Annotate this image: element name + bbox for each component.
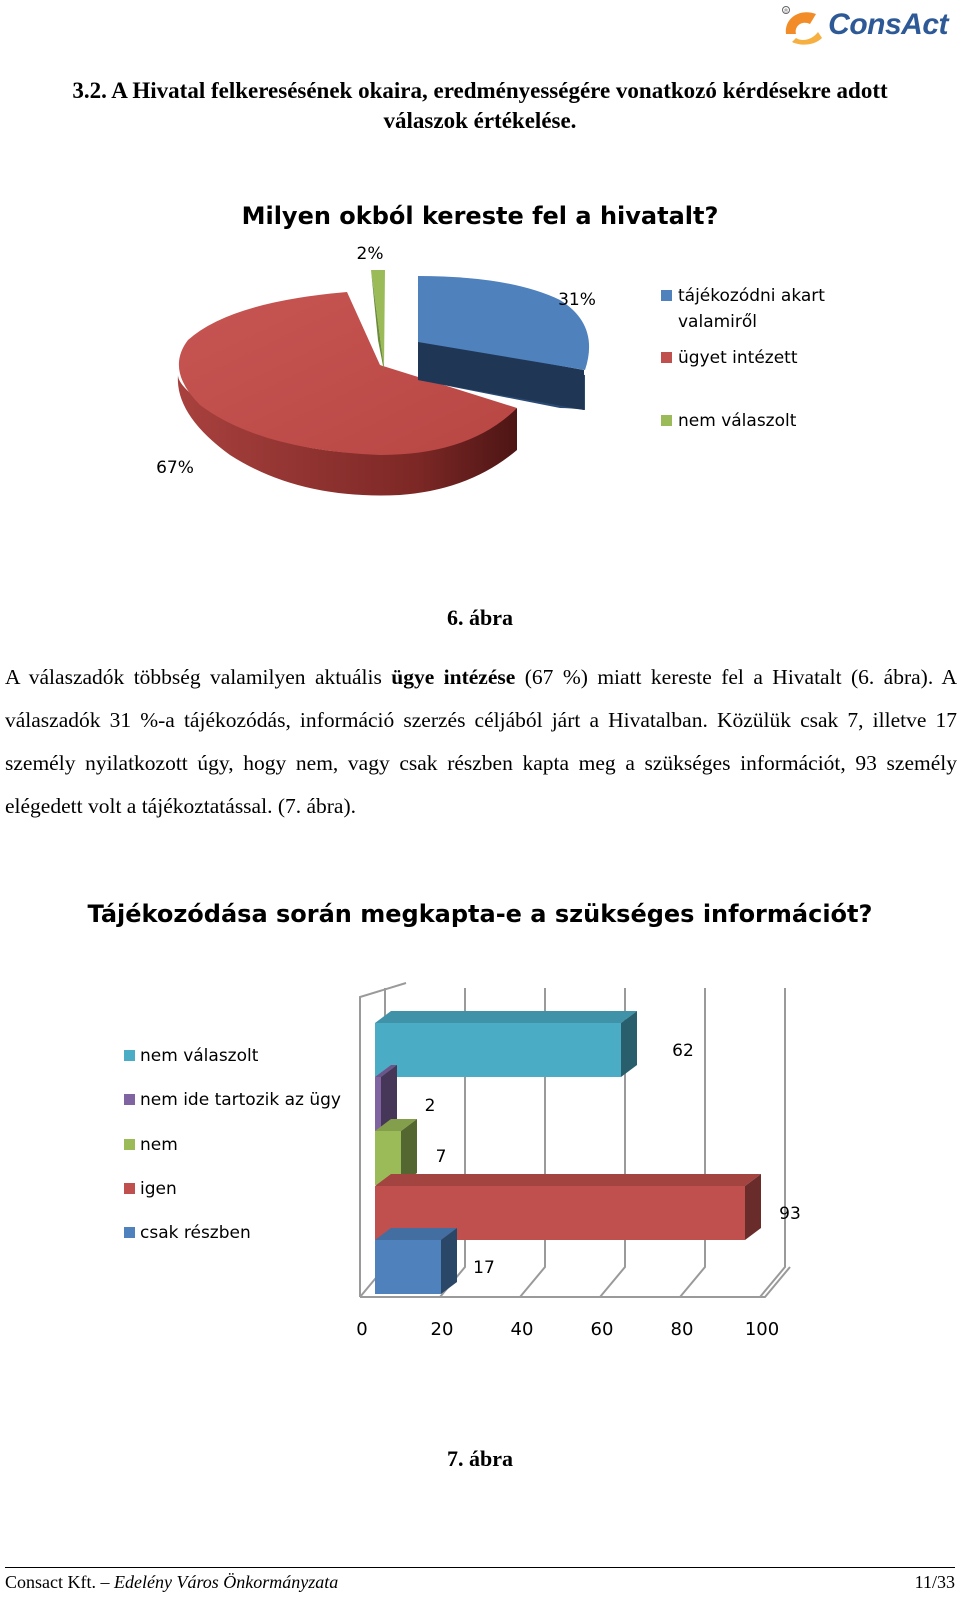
legend-swatch-nem-ide-tartozik-az-ugy (124, 1094, 135, 1105)
legend-label-nem-valaszolt: nem válaszolt (678, 411, 797, 431)
footer-client: Edelény Város Önkormányzata (113, 1572, 339, 1592)
legend-swatch-igen (124, 1183, 135, 1194)
bar-value-label-nem: 7 (435, 1147, 447, 1167)
bar-top-igen (375, 1174, 761, 1186)
pie-label-tajekozodni: 31% (558, 290, 596, 310)
bar-chart (0, 950, 960, 1400)
legend-label-csak-reszben: csak részben (140, 1223, 251, 1243)
x-tick-label-100: 100 (744, 1319, 780, 1340)
body-paragraph (5, 656, 957, 828)
paragraph-text-1: A válaszadók többség valamilyen aktuális (5, 665, 392, 689)
bar-value-label-nem-valaszolt: 62 (672, 1041, 694, 1061)
pie-legend (661, 286, 825, 431)
bar-value-label-csak-reszben: 17 (473, 1258, 495, 1278)
bar-chart-x-ticks (356, 1319, 779, 1340)
consact-logo (780, 4, 948, 46)
pie-chart-title: Milyen okból kereste fel a hivatalt? (241, 202, 719, 230)
bar-value-label-igen: 93 (779, 1204, 801, 1224)
x-tick-label-60: 60 (590, 1319, 614, 1340)
x-tick-label-20: 20 (430, 1319, 454, 1340)
legend-label-tajekozodni-1: tájékozódni akart (678, 286, 825, 306)
legend-label-nem-ide-tartozik-az-ugy: nem ide tartozik az ügy (140, 1090, 341, 1110)
gridline-100 (760, 988, 785, 1297)
bar-top-nem-valaszolt (375, 1011, 637, 1023)
page-footer (5, 1572, 955, 1593)
legend-swatch-ugyet-intezett (661, 352, 672, 363)
paragraph-bold: ügye intézése (391, 665, 516, 689)
x-tick-label-0: 0 (356, 1319, 368, 1340)
legend-swatch-csak-reszben (124, 1227, 135, 1238)
footer-page-number: 11/33 (914, 1572, 955, 1592)
legend-label-tajekozodni-2: valamiről (678, 312, 758, 332)
legend-label-ugyet-intezett: ügyet intézett (678, 348, 798, 368)
bar-nem-ide-tartozik-az-ugy (375, 1077, 381, 1131)
pie-label-nem-valaszolt: 2% (356, 244, 384, 264)
section-heading: 3.2. A Hivatal felkeresésének okaira, eredményességére vonatkozó kérdésekre adott válaszok értékelése. (72, 78, 888, 133)
bar-chart-legend (124, 1046, 341, 1243)
gridline-80 (680, 988, 705, 1297)
legend-label-nem: nem (140, 1135, 178, 1155)
pie-label-ugyet-intezett: 67% (156, 458, 194, 478)
pie-chart (0, 240, 960, 530)
legend-swatch-nem-valaszolt (661, 415, 672, 426)
footer-source (5, 1572, 338, 1593)
bar-chart-bars (375, 1011, 761, 1294)
bar-nem-valaszolt (375, 1023, 621, 1077)
figure-6-caption: 6. ábra (447, 605, 513, 630)
bar-value-label-nem-ide-tartozik-az-ugy: 2 (424, 1096, 436, 1116)
footer-divider (5, 1567, 955, 1568)
logo-mark-icon (780, 4, 826, 46)
bar-csak-reszben (375, 1240, 441, 1294)
paragraph-text-2: (67 %) miatt kereste fel a Hivatalt (6. ábra). A válaszadók 31 %-a tájékozódás, információ szerzés céljából járt a Hivatalban. Közülük csak 7, illetve 17 személy nyilatkozott úgy, hogy nem, vagy csak részben kapta meg a szükséges információt, 93 személy elégedett volt a tájékoztatással. (7. ábra). (5, 665, 957, 818)
legend-swatch-nem-valaszolt (124, 1050, 135, 1061)
x-tick-label-80: 80 (670, 1319, 694, 1340)
legend-label-nem-valaszolt: nem válaszolt (140, 1046, 259, 1066)
x-tick-label-40: 40 (510, 1319, 534, 1340)
registered-mark: ® (783, 8, 789, 15)
figure-7-caption: 7. ábra (447, 1446, 513, 1471)
logo-text: ConsAct (828, 8, 948, 41)
legend-swatch-tajekozodni (661, 290, 672, 301)
footer-company: Consact Kft. – (5, 1572, 114, 1592)
legend-label-igen: igen (140, 1179, 177, 1199)
bar-chart-title: Tájékozódása során megkapta-e a szükséges információt? (87, 900, 873, 928)
legend-swatch-nem (124, 1139, 135, 1150)
